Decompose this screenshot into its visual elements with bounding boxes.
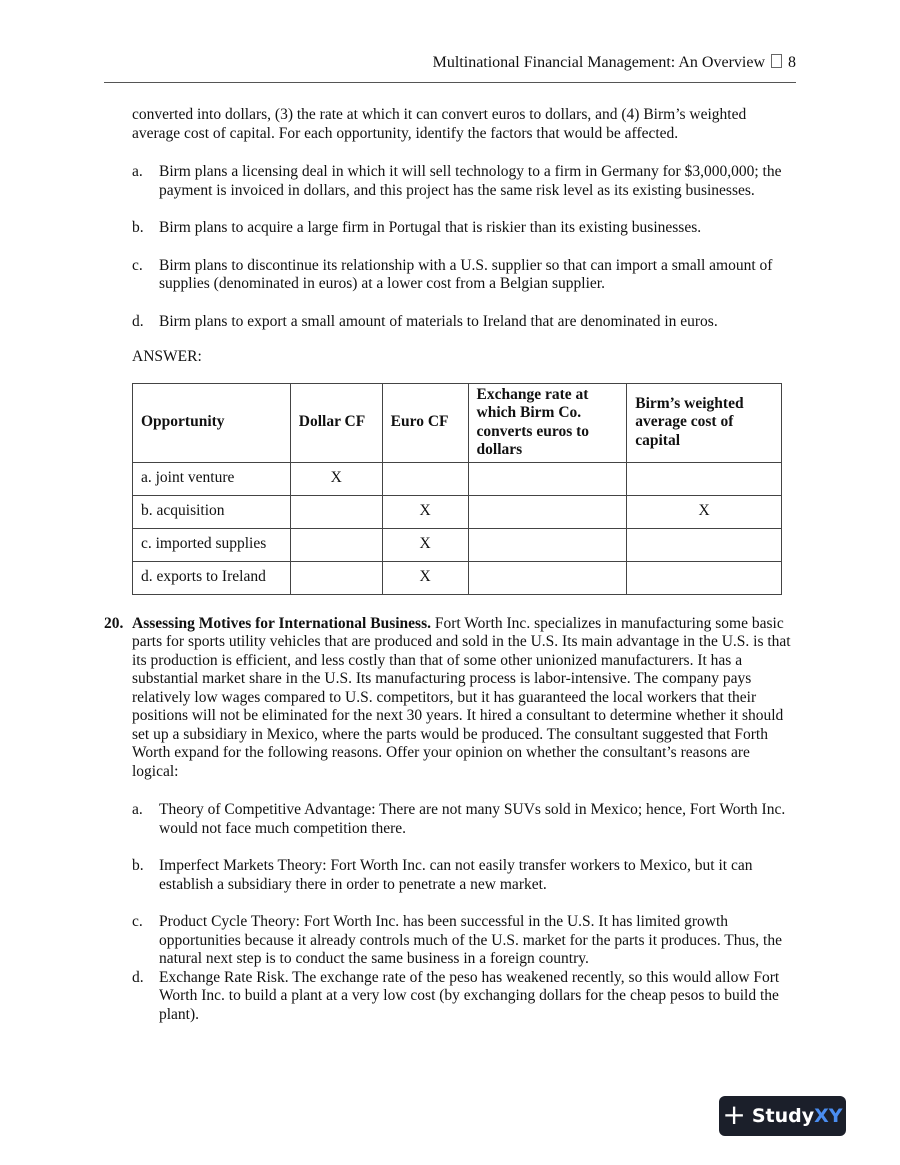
table-row [133,462,782,495]
table-cell: X [290,462,382,495]
answer-table [132,383,782,595]
table-row [133,561,782,594]
column-header: Dollar CF [290,383,382,462]
table-cell [468,495,627,528]
table-cell [627,528,782,561]
table-cell [290,561,382,594]
table-cell: c. imported supplies [133,528,291,561]
list-item: c. Product Cycle Theory: Fort Worth Inc. has been successful in the U.S. It has limited growth opportunities because it already controls much of the U.S. market for the parts it produces. Thus, the natural next step is to conduct the same business in a foreign country. [132,913,782,967]
table-cell: X [382,495,468,528]
table-cell: X [382,528,468,561]
column-header: Euro CF [382,383,468,462]
page-header [104,52,796,83]
list-item: d. Exchange Rate Risk. The exchange rate of the peso has weakened recently, so this would allow Fort Worth Inc. to build a plant at a very low cost (by exchanging dollars for the cheap pesos to build the plant). [132,968,780,1023]
studyxy-logo[interactable]: + Study XY [719,1096,846,1136]
column-header: Birm’s weighted average cost of capital [627,383,782,462]
table-cell: d. exports to Ireland [133,561,291,594]
header-title: Multinational Financial Management: An Overview [432,54,765,71]
table-cell: X [382,561,468,594]
list-item: d. Birm plans to export a small amount of materials to Ireland that are denominated in euros. [132,312,718,330]
table-cell [468,561,627,594]
page-content [104,106,792,1043]
list-item: a. Birm plans a licensing deal in which it will sell technology to a firm in Germany for $3,000,000; the payment is invoiced in dollars, and this project has the same risk level as its existing businesses. [132,163,782,199]
column-header: Opportunity [133,383,291,462]
plus-icon: + [722,1098,746,1131]
page-number: 8 [788,54,796,71]
table-cell: a. joint venture [133,462,291,495]
list-item: c. Birm plans to discontinue its relationship with a U.S. supplier so that can import a small amount of supplies (denominated in euros) at a lower cost from a Belgian supplier. [132,256,773,292]
table-header-row [133,383,782,462]
intro-paragraph: converted into dollars, (3) the rate at which it can convert euros to dollars, and (4) Birm’s weighted average cost of capital. For each opportunity, identify the factors that would be affected. [132,106,747,142]
question-20 [104,614,792,1025]
table-cell [627,462,782,495]
table-row [133,495,782,528]
table-cell: X [627,495,782,528]
table-cell [627,561,782,594]
column-header: Exchange rate at which Birm Co. converts euros to dollars [468,383,627,462]
table-cell [468,462,627,495]
question-body: Fort Worth Inc. specializes in manufacturing some basic parts for sports utility vehicles that are produced and sold in the U.S. Its main advantage in the U.S. is that its production is efficient, and less costly than that of some other unionized manufacturers. It has a substantial market share in the U.S. Its manufacturing process is labor-intensive. The company pays relatively low wages compared to U.S. competitors, but it has guaranteed the local workers that their positions will not be eliminated for the next 30 years. It hired a consultant to determine whether it should set up a subsidiary in Mexico, where the parts would be produced. The consultant suggested that Forth Worth expand for the following reasons. Offer your opinion on whether the consultant’s reasons are logical: [132,614,791,780]
table-cell [290,528,382,561]
list-item: a. Theory of Competitive Advantage: There are not many SUVs sold in Mexico; hence, Fort Worth Inc. would not face much competition there. [132,801,786,837]
table-cell: b. acquisition [133,495,291,528]
question-title: Assessing Motives for International Business. [132,614,431,632]
list-item: b. Imperfect Markets Theory: Fort Worth Inc. can not easily transfer workers to Mexico, but it can establish a subsidiary there in order to penetrate a new market. [132,857,753,893]
answer-label: ANSWER: [132,348,202,365]
table-row [133,528,782,561]
table-cell [382,462,468,495]
table-cell [468,528,627,561]
table-cell [290,495,382,528]
question-number: 20. [104,614,124,632]
separator-glyph-icon [771,54,782,68]
list-item: b. Birm plans to acquire a large firm in Portugal that is riskier than its existing businesses. [132,219,702,236]
